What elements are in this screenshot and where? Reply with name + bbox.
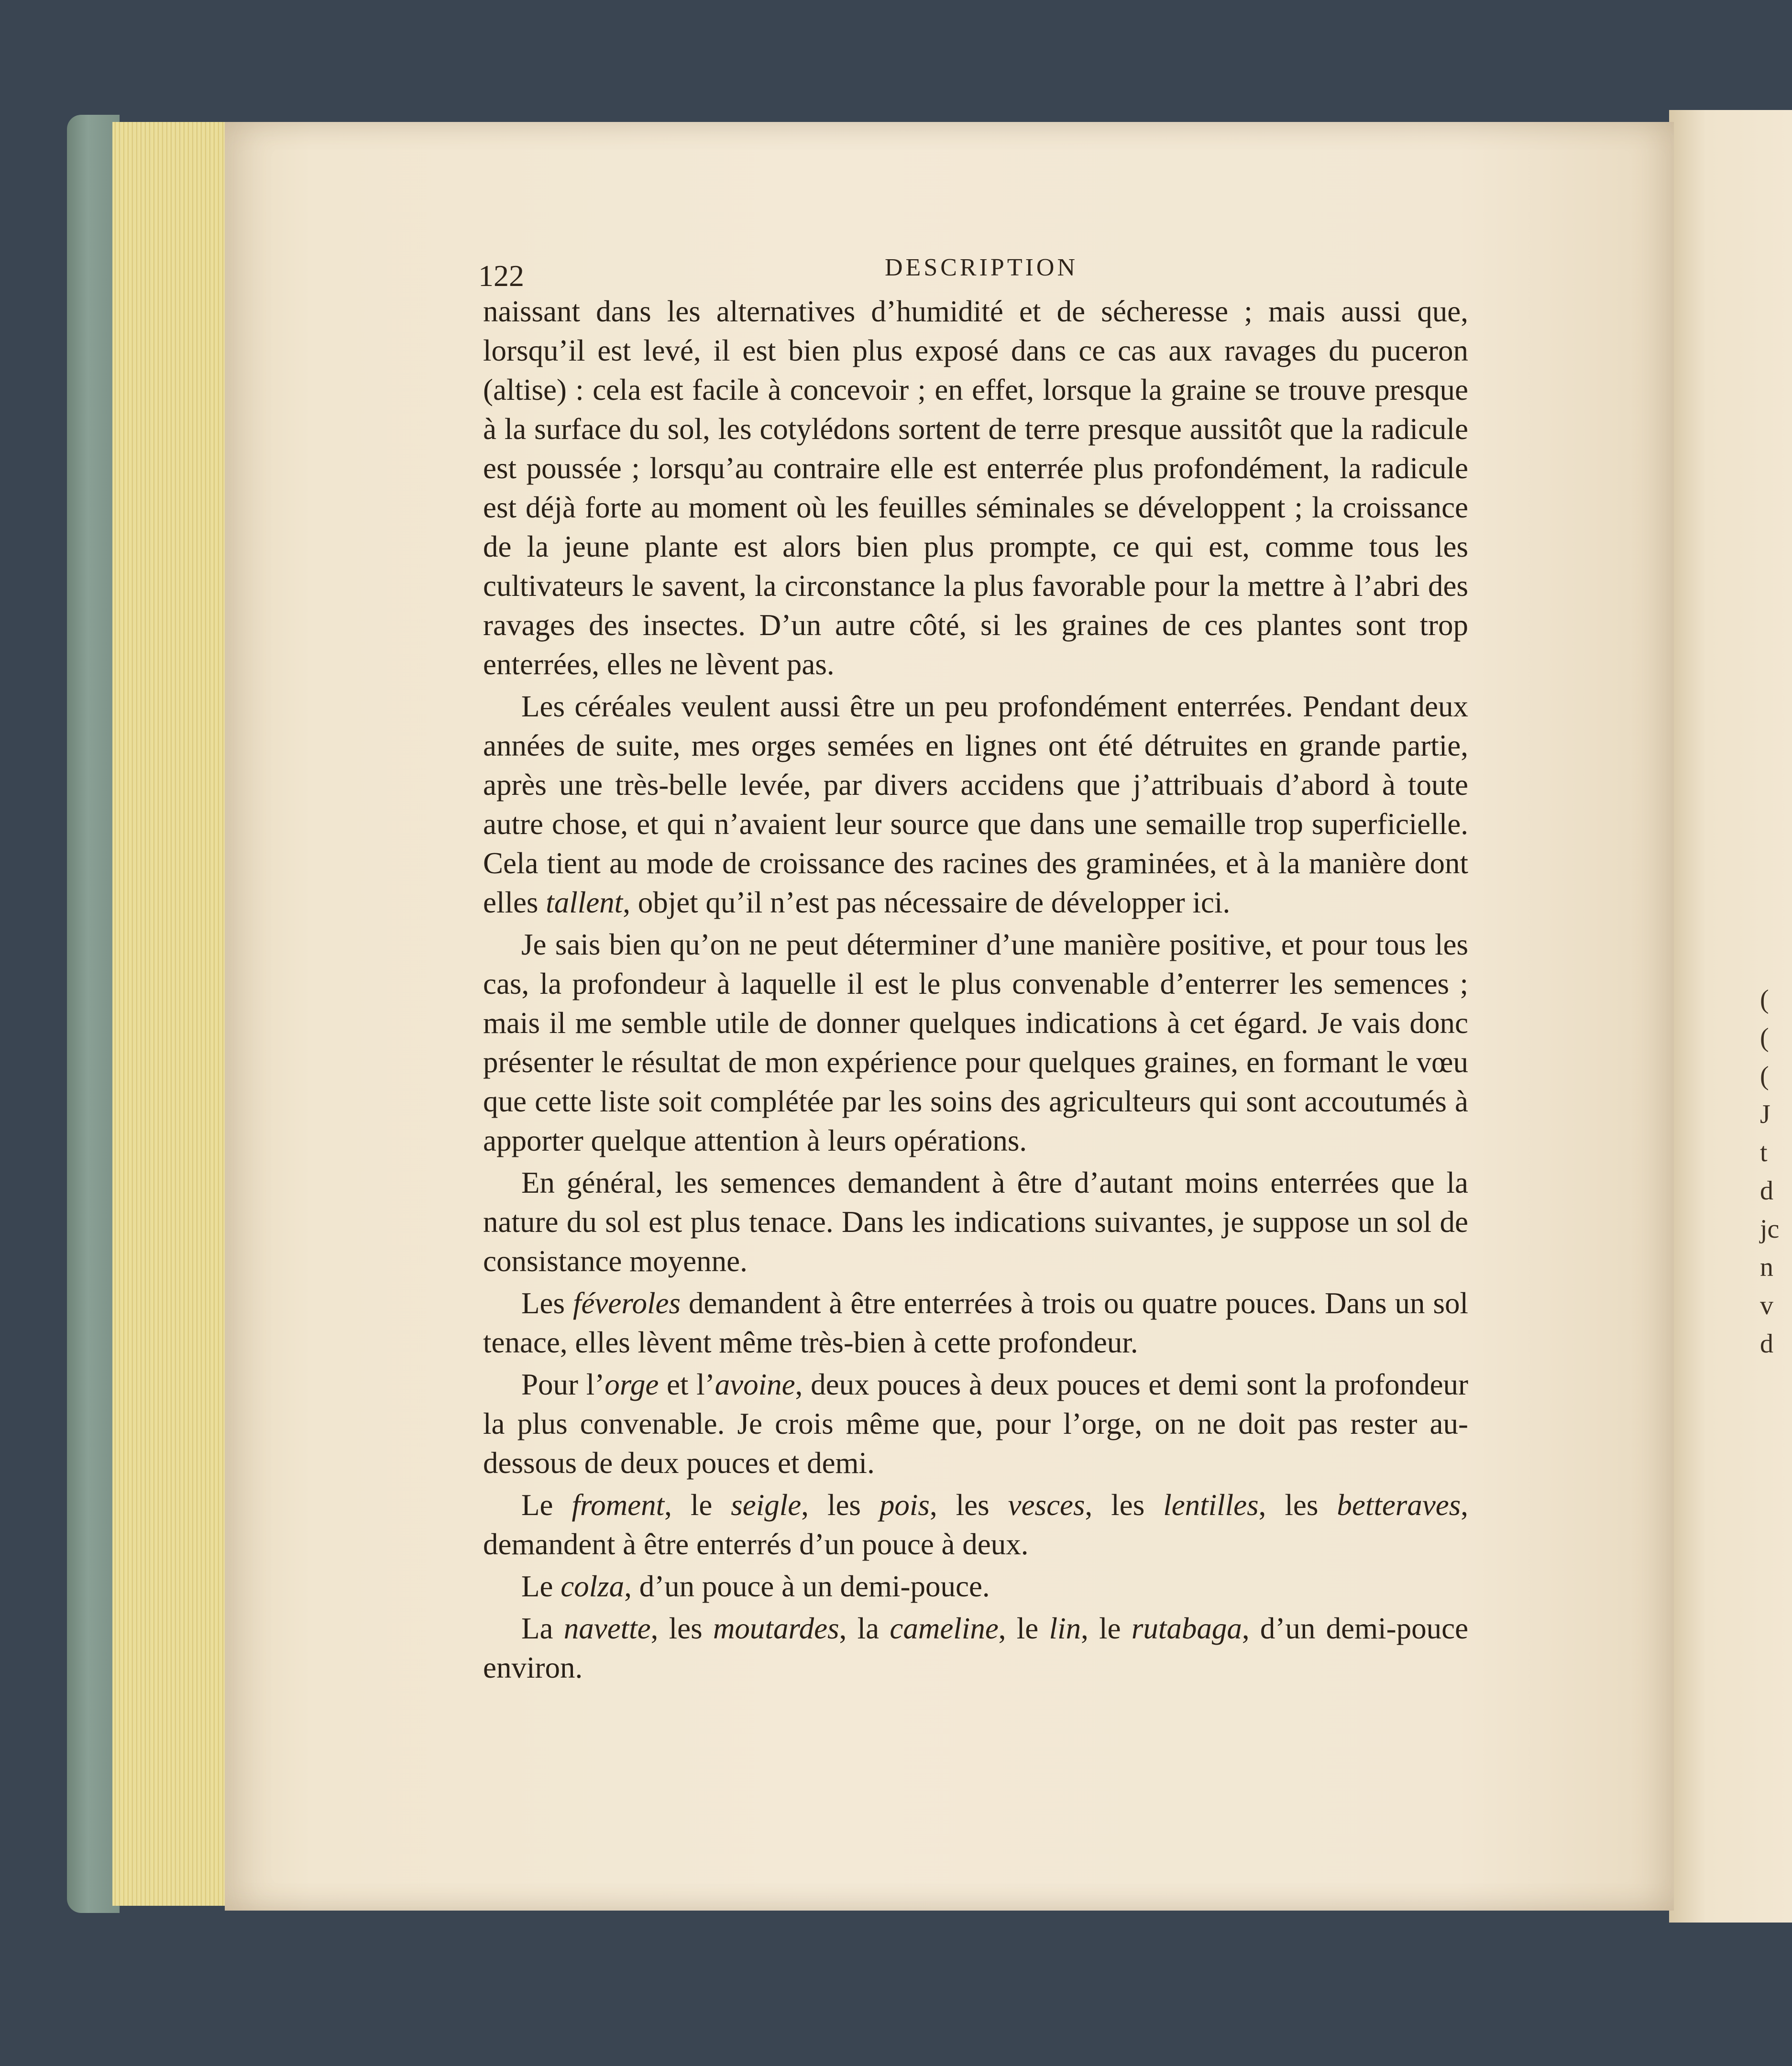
italic-term: betteraves xyxy=(1337,1488,1461,1522)
text-run: Je sais bien qu’on ne peut déterminer d’une manière positive, et pour tous les cas, la profondeur à laquelle il est le plus convenable d’enterrer les semences ; mais il me semble utile de donner quelques indications à cet égard. Je vais donc présenter le résultat de mon expérience pour quelques graines, en formant le vœu que cette liste soit complétée par les soins des agriculteurs qui sont accoutumés à apporter quelque attention à leurs opérations. xyxy=(483,928,1468,1157)
text-run: , le xyxy=(998,1612,1049,1645)
facing-page-letter: d xyxy=(1760,1176,1773,1206)
text-run: , les xyxy=(801,1488,880,1522)
italic-term: colza xyxy=(561,1570,625,1603)
italic-term: moutardes xyxy=(713,1612,839,1645)
italic-term: pois xyxy=(879,1488,930,1522)
text-run: Pour l’ xyxy=(521,1368,605,1401)
text-run: , les xyxy=(929,1488,1008,1522)
page-number: 122 xyxy=(478,259,524,293)
italic-term: vesces xyxy=(1008,1488,1085,1522)
paragraph-p9 xyxy=(483,1609,1468,1687)
text-run: La xyxy=(521,1612,564,1645)
text-run: , demandent à être enterrés d’un pouce à deux. xyxy=(483,1488,1469,1561)
italic-term: seigle xyxy=(731,1488,802,1522)
text-run: , d’un pouce à un demi-pouce. xyxy=(624,1570,990,1603)
italic-term: tallent xyxy=(546,886,623,919)
facing-page-letter: d xyxy=(1760,1329,1773,1359)
text-run: Les céréales veulent aussi être un peu profondément enterrées. Pendant deux années de suite, mes orges semées en lignes ont été détruites en grande partie, après une très-belle levée, par divers accidens que j’attribuais d’abord à toute autre chose, et qui n’avaient leur source que dans une semaille trop superficielle. Cela tient au mode de croissance des racines des graminées, et à la manière dont elles xyxy=(483,690,1468,919)
text-run: et l’ xyxy=(659,1368,715,1401)
paragraph-p2 xyxy=(483,687,1468,922)
paragraph-p4 xyxy=(483,1163,1468,1281)
text-run: naissant dans les alternatives d’humidité et de sécheresse ; mais aussi que, lorsqu’il est levé, il est bien plus exposé dans ce cas aux ravages du puceron (altise) : cela est facile à concevoir ; en effet, lorsque la graine se trouve presque à la surface du sol, les cotylédons sortent de terre presque aussitôt que la radicule est poussée ; lorsqu’au contraire elle est enterrée plus profondément, la radicule est déjà forte au moment où les feuilles séminales se développent ; la croissance de la jeune plante est alors bien plus prompte, ce qui est, comme tous les cultivateurs le savent, la circonstance la plus favorable pour la mettre à l’abri des ravages des insectes. D’un autre côté, si les graines de ces plantes sont trop enterrées, elles ne lèvent pas. xyxy=(483,295,1468,681)
paragraph-p3 xyxy=(483,925,1468,1160)
text-run: , les xyxy=(1085,1488,1164,1522)
text-run: , le xyxy=(1081,1612,1132,1645)
book-cover xyxy=(67,115,120,1913)
page-header xyxy=(478,249,1463,292)
text-run: Le xyxy=(521,1570,561,1603)
paragraph-p7 xyxy=(483,1485,1468,1564)
body-text xyxy=(483,292,1468,1687)
text-run: Le xyxy=(521,1488,572,1522)
text-run: , les xyxy=(650,1612,713,1645)
italic-term: rutabaga xyxy=(1131,1612,1242,1645)
text-run: , d’un demi-pouce environ. xyxy=(483,1612,1469,1684)
italic-term: navette xyxy=(563,1612,651,1645)
facing-page-letter: v xyxy=(1760,1291,1773,1320)
text-run: demandent à être enterrées à trois ou quatre pouces. Dans un sol tenace, elles lèvent même très-bien à cette profondeur. xyxy=(483,1286,1468,1359)
facing-page-letter: t xyxy=(1760,1138,1768,1167)
facing-page-fragments xyxy=(1760,980,1779,1363)
facing-page-letter: ( xyxy=(1760,1061,1769,1091)
text-run: Les xyxy=(521,1286,573,1320)
facing-page-letter: n xyxy=(1760,1253,1773,1282)
text-run: , objet qu’il n’est pas nécessaire de développer ici. xyxy=(623,886,1231,919)
italic-term: froment xyxy=(572,1488,665,1522)
facing-page-letter: jc xyxy=(1760,1214,1780,1244)
paragraph-p5 xyxy=(483,1284,1468,1362)
italic-term: cameline xyxy=(890,1612,999,1645)
facing-page-letter: J xyxy=(1760,1099,1770,1129)
text-run: En général, les semences demandent à être d’autant moins enterrées que la nature du sol est plus tenace. Dans les indications suivantes, je suppose un sol de consistance moyenne. xyxy=(483,1166,1468,1278)
facing-page-letter: ( xyxy=(1760,985,1769,1014)
running-head: DESCRIPTION xyxy=(885,254,1078,281)
paragraph-p8 xyxy=(483,1567,1468,1606)
italic-term: lin xyxy=(1049,1612,1081,1645)
italic-term: orge xyxy=(605,1368,659,1401)
italic-term: avoine xyxy=(715,1368,795,1401)
page-edges xyxy=(112,122,237,1906)
facing-page-letter: ( xyxy=(1760,1023,1769,1053)
italic-term: féveroles xyxy=(572,1286,681,1320)
text-run: , le xyxy=(664,1488,731,1522)
text-run: , la xyxy=(839,1612,890,1645)
italic-term: lentilles xyxy=(1163,1488,1259,1522)
paragraph-p1 xyxy=(483,292,1468,684)
text-run: , les xyxy=(1258,1488,1337,1522)
paragraph-p6 xyxy=(483,1365,1468,1483)
text-run: , deux pouces à deux pouces et demi sont la profondeur la plus convenable. Je crois même que, pour l’orge, on ne doit pas rester au-dessous de deux pouces et demi. xyxy=(483,1368,1469,1480)
